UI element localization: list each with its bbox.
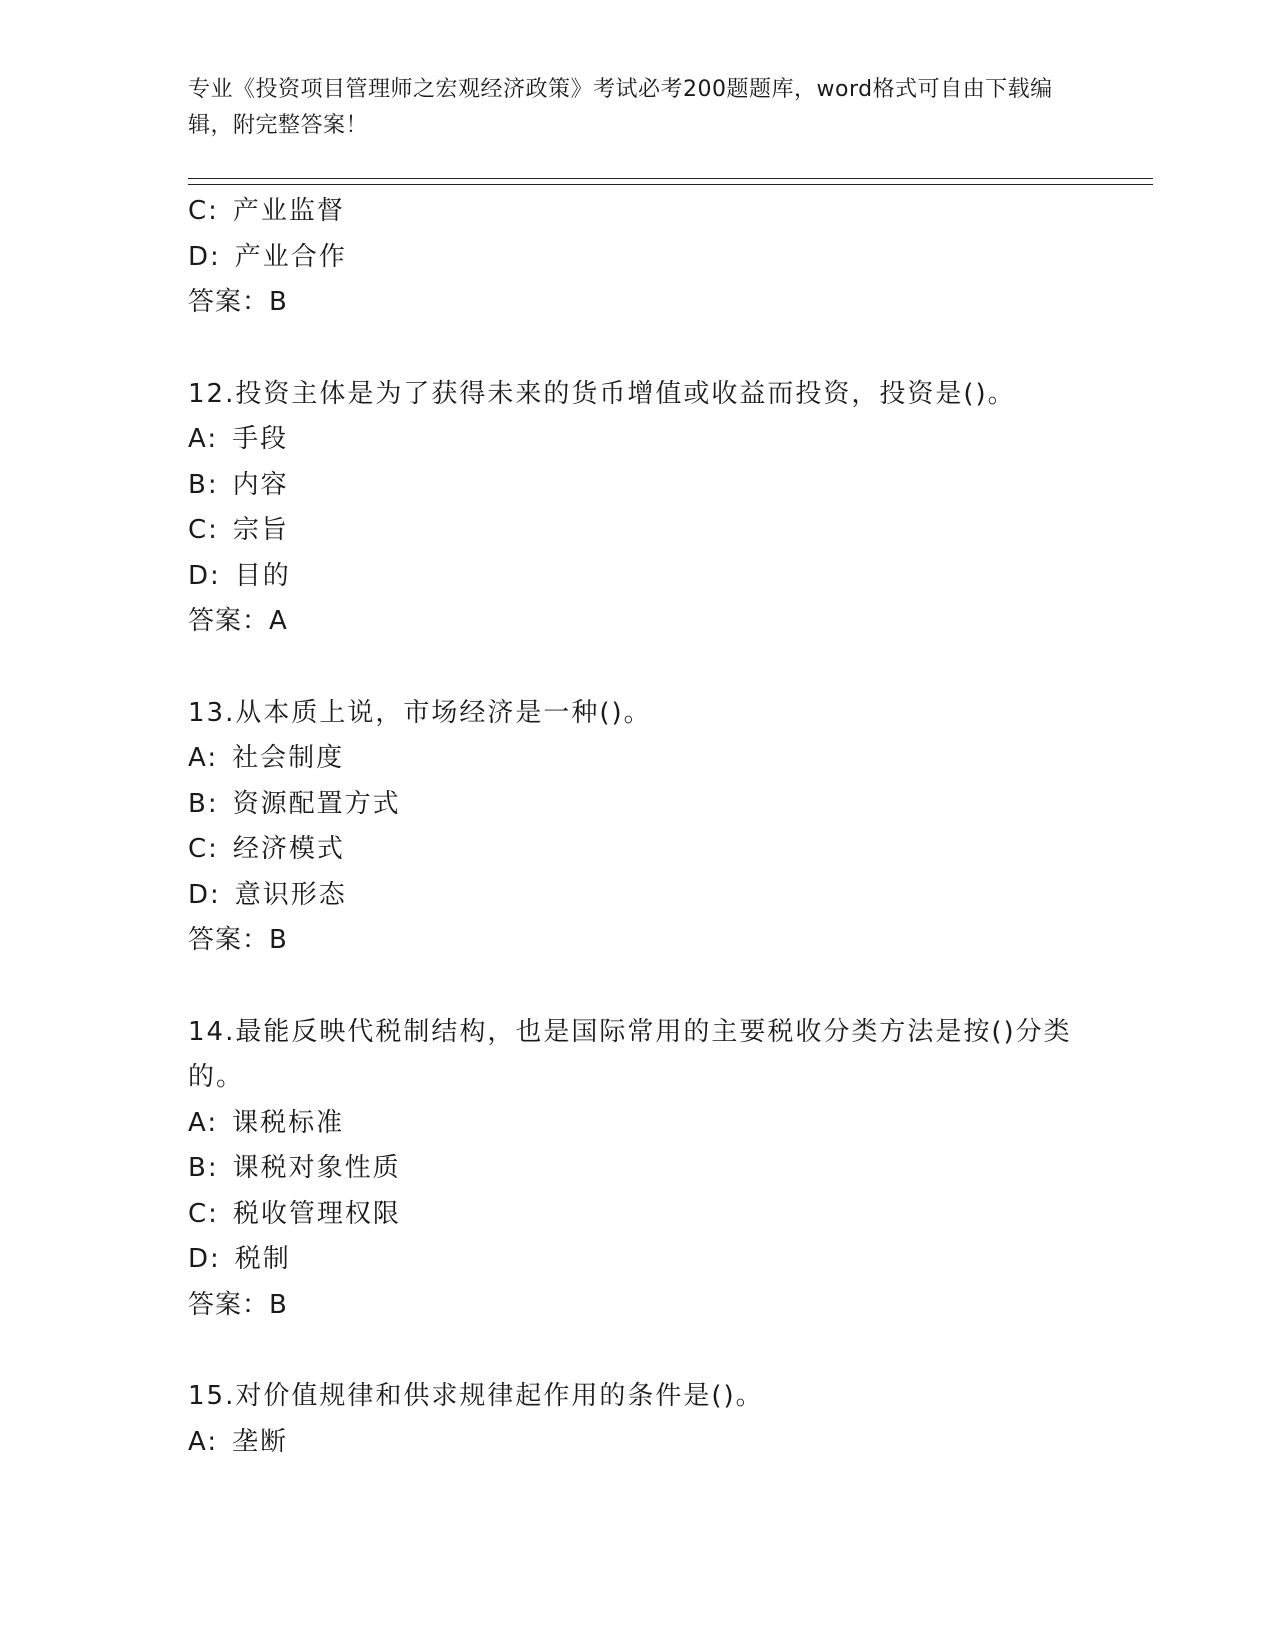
option-item <box>188 1101 1088 1147</box>
option-item <box>188 1192 1088 1238</box>
header-rule-top <box>188 178 1153 179</box>
question-text: 14.最能反映代税制结构，也是国际常用的主要税收分类方法是按()分类的。 <box>188 1016 1072 1092</box>
option-text: 目的 <box>234 560 291 591</box>
header-rule-bottom <box>188 184 1153 185</box>
question-block <box>188 189 1088 326</box>
block-spacer <box>188 645 1088 691</box>
option-text: 意识形态 <box>234 879 347 910</box>
option-text: 宗旨 <box>232 515 289 545</box>
block-spacer <box>188 964 1088 1010</box>
option-text: 课税标准 <box>232 1107 345 1138</box>
option-item <box>188 1146 1088 1192</box>
option-text: 资源配置方式 <box>232 788 401 819</box>
option-text: 手段 <box>232 424 289 454</box>
answer-text: 答案：B <box>188 287 288 317</box>
question-text: 12.投资主体是为了获得未来的货币增值或收益而投资，投资是()。 <box>188 378 1016 409</box>
option-label: D: <box>188 1244 221 1274</box>
option-item <box>188 736 1088 782</box>
option-item <box>188 508 1088 554</box>
option-item <box>188 827 1088 873</box>
block-spacer <box>188 326 1088 372</box>
option-text: 产业监督 <box>232 196 345 226</box>
option-text: 税收管理权限 <box>232 1198 401 1229</box>
question-block <box>188 1374 1088 1465</box>
option-item <box>188 189 1088 235</box>
option-label: A: <box>188 1426 219 1457</box>
option-item <box>188 1237 1088 1283</box>
answer-text: 答案：B <box>188 925 288 955</box>
option-text: 产业合作 <box>234 241 347 272</box>
question-text: 13.从本质上说，市场经济是一种()。 <box>188 697 652 728</box>
option-item <box>188 417 1088 463</box>
option-item <box>188 873 1088 919</box>
option-label: C: <box>188 515 219 545</box>
option-text: 税制 <box>234 1244 291 1274</box>
question-block <box>188 1010 1088 1329</box>
option-text: 内容 <box>232 469 289 500</box>
option-label: A: <box>188 1107 219 1138</box>
option-label: B: <box>188 1153 219 1183</box>
answer-text: 答案：A <box>188 606 288 636</box>
option-item <box>188 1420 1088 1466</box>
document-header: 专业《投资项目管理师之宏观经济政策》考试必考200题题库，word格式可自由下载编辑，附完整答案！ <box>188 77 1053 138</box>
option-item <box>188 782 1088 828</box>
answer-text: 答案：B <box>188 1289 288 1320</box>
option-label: D: <box>188 241 221 272</box>
option-label: D: <box>188 560 221 591</box>
option-text: 经济模式 <box>232 834 345 864</box>
question-list <box>188 189 1088 1465</box>
option-label: C: <box>188 196 219 226</box>
option-text: 垄断 <box>232 1426 289 1457</box>
block-spacer <box>188 1328 1088 1374</box>
question-block <box>188 372 1088 645</box>
option-item <box>188 554 1088 600</box>
question-block <box>188 691 1088 964</box>
option-item <box>188 235 1088 281</box>
question-text: 15.对价值规律和供求规律起作用的条件是()。 <box>188 1381 764 1411</box>
option-label: A: <box>188 743 219 773</box>
option-label: B: <box>188 469 219 500</box>
option-text: 课税对象性质 <box>232 1153 401 1183</box>
option-text: 社会制度 <box>232 743 345 773</box>
option-label: A: <box>188 424 219 454</box>
option-item <box>188 463 1088 509</box>
option-label: C: <box>188 834 219 864</box>
option-label: C: <box>188 1198 219 1229</box>
option-label: D: <box>188 879 221 910</box>
option-label: B: <box>188 788 219 819</box>
